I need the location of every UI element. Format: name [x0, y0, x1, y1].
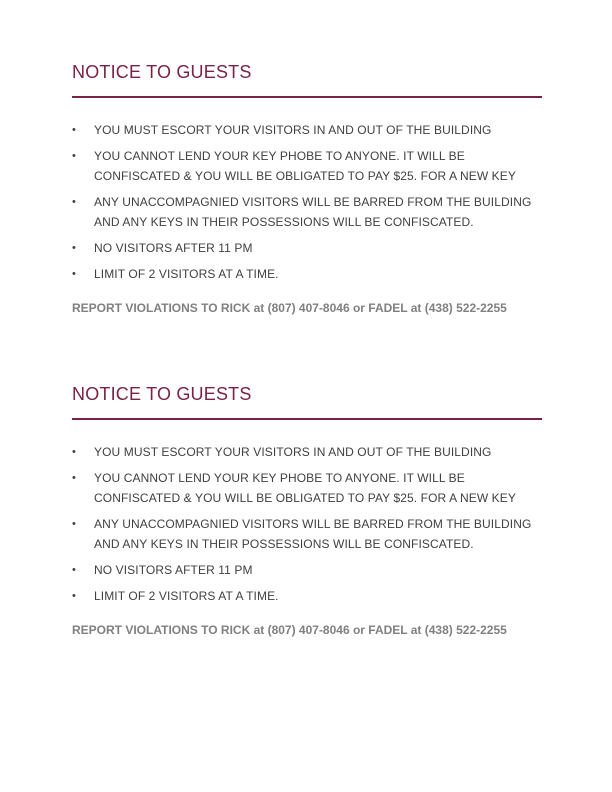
title-divider	[72, 96, 542, 98]
rule-item	[72, 146, 542, 186]
report-violations-line: REPORT VIOLATIONS TO RICK at (807) 407-8046 or FADEL at (438) 522-2255	[72, 623, 507, 637]
notice-block-2	[72, 382, 542, 640]
rule-text: YOU MUST ESCORT YOUR VISITORS IN AND OUT OF THE BUILDING	[94, 445, 492, 459]
rule-item	[72, 120, 542, 140]
rule-text: YOU MUST ESCORT YOUR VISITORS IN AND OUT OF THE BUILDING	[94, 123, 492, 137]
rule-text: ANY UNACCOMPAGNIED VISITORS WILL BE BARRED FROM THE BUILDING AND ANY KEYS IN THEIR POSSESSIONS WILL BE CONFISCATED.	[94, 195, 532, 229]
rule-text: YOU CANNOT LEND YOUR KEY PHOBE TO ANYONE. IT WILL BE CONFISCATED & YOU WILL BE OBLIGATED TO PAY $25. FOR A NEW KEY	[94, 471, 516, 505]
rule-item	[72, 192, 542, 232]
rule-item	[72, 586, 542, 606]
bullet-icon: •	[72, 518, 76, 530]
rule-item	[72, 560, 542, 580]
bullet-icon: •	[72, 564, 76, 576]
rule-item	[72, 264, 542, 284]
bullet-icon: •	[72, 472, 76, 484]
bullet-icon: •	[72, 590, 76, 602]
bullet-icon: •	[72, 196, 76, 208]
bullet-icon: •	[72, 446, 76, 458]
rule-text: NO VISITORS AFTER 11 PM	[94, 563, 253, 577]
bullet-icon: •	[72, 268, 76, 280]
bullet-icon: •	[72, 124, 76, 136]
rule-text: LIMIT OF 2 VISITORS AT A TIME.	[94, 267, 279, 281]
rule-text: NO VISITORS AFTER 11 PM	[94, 241, 253, 255]
report-violations-line: REPORT VIOLATIONS TO RICK at (807) 407-8046 or FADEL at (438) 522-2255	[72, 301, 507, 315]
rules-list	[72, 120, 542, 284]
rule-text: ANY UNACCOMPAGNIED VISITORS WILL BE BARRED FROM THE BUILDING AND ANY KEYS IN THEIR POSSESSIONS WILL BE CONFISCATED.	[94, 517, 532, 551]
bullet-icon: •	[72, 242, 76, 254]
rule-text: LIMIT OF 2 VISITORS AT A TIME.	[94, 589, 279, 603]
rules-list	[72, 442, 542, 606]
bullet-icon: •	[72, 150, 76, 162]
title-divider	[72, 418, 542, 420]
notice-title: NOTICE TO GUESTS	[72, 384, 252, 404]
notice-block-1	[72, 60, 542, 318]
notice-title: NOTICE TO GUESTS	[72, 62, 252, 82]
rule-text: YOU CANNOT LEND YOUR KEY PHOBE TO ANYONE. IT WILL BE CONFISCATED & YOU WILL BE OBLIGATED TO PAY $25. FOR A NEW KEY	[94, 149, 516, 183]
rule-item	[72, 468, 542, 508]
rule-item	[72, 442, 542, 462]
rule-item	[72, 238, 542, 258]
rule-item	[72, 514, 542, 554]
